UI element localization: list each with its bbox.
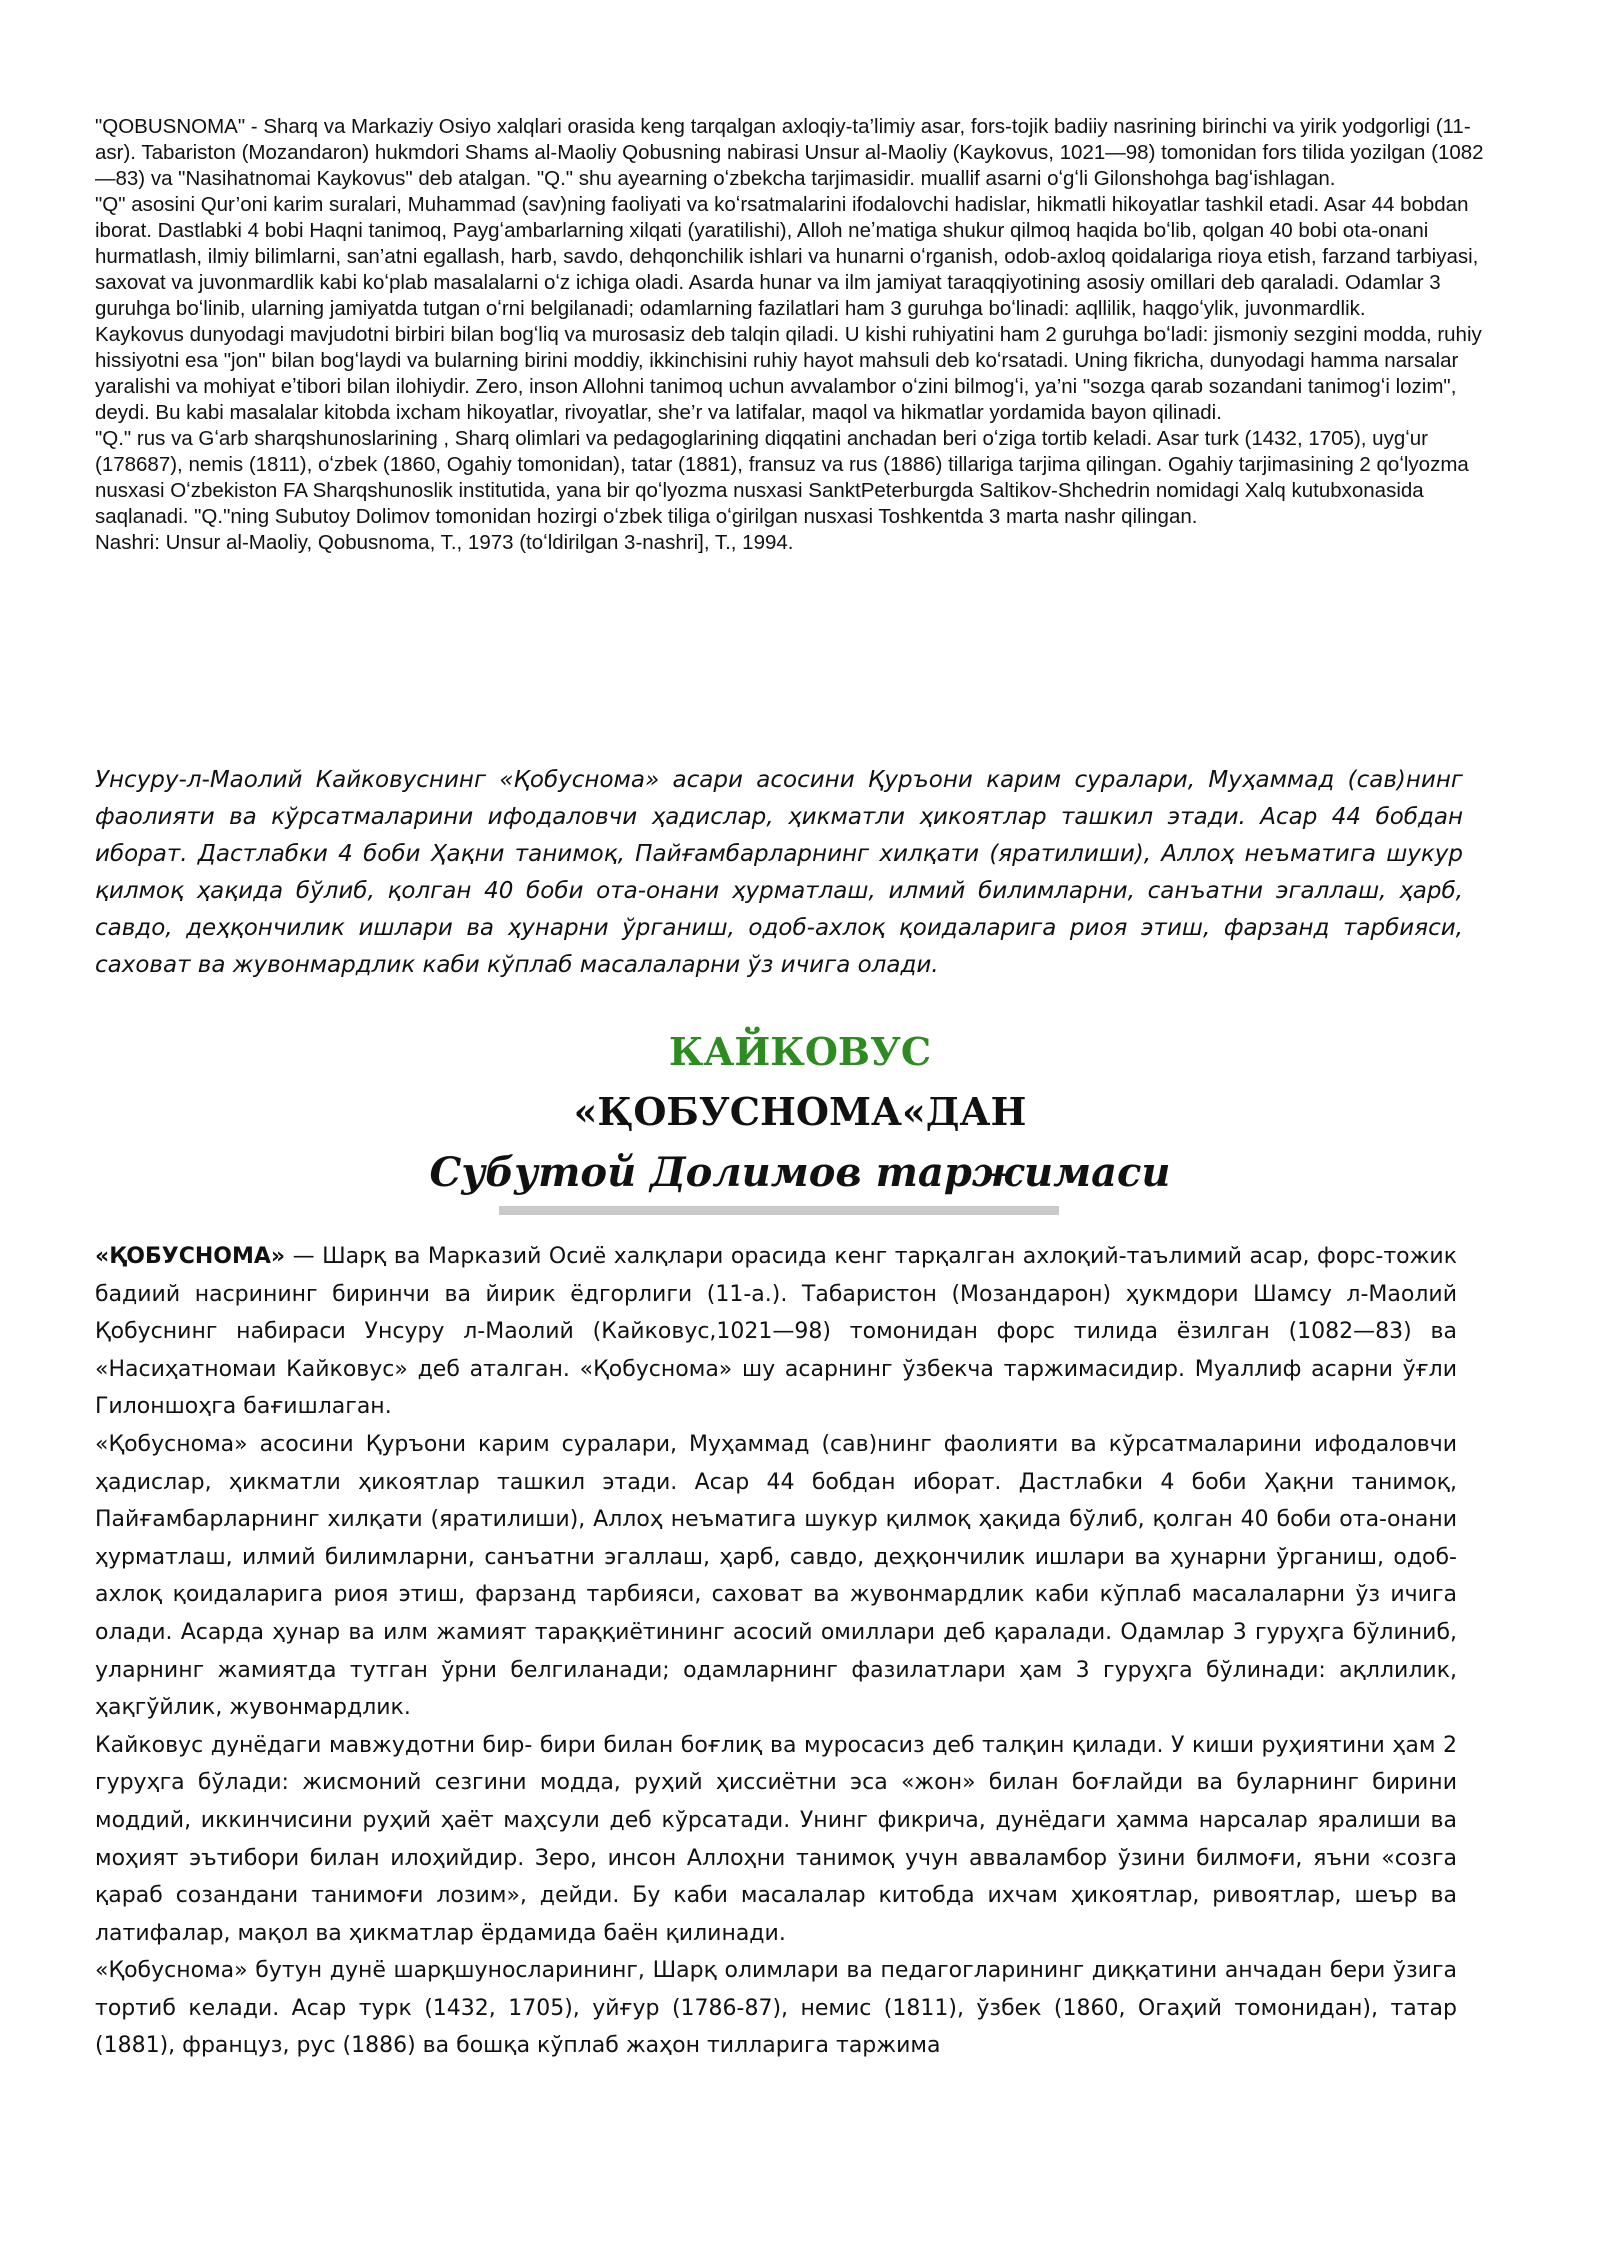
latin-script-section [95,114,1500,556]
intro-paragraph: Унсуру-л-Маолий Кайковуснинг «Қобуснома» асари асосини Қуръони карим суралари, Муҳаммад (сав)нинг фаолияти ва кўрсатмаларини ифодаловчи ҳадислар, ҳикматли ҳикоятлар ташкил этади. Асар 44 бобдан иборат. Дастлабки 4 боби Ҳақни танимоқ, Пайғамбарларнинг хилқати (яратилиши), Аллоҳ неъматига шукур қилмоқ ҳақида бўлиб, қолган 40 боби ота-онани ҳурматлаш, илмий билимларни, санъатни эгаллаш, ҳарб, савдо, деҳқончилик ишлари ва ҳунарни ўрганиш, одоб-ахлоқ қоидаларига риоя этиш, фарзанд тарбияси, саховат ва жувонмардлик каби кўплаб масалаларни ўз ичига олади. [95,767,1463,978]
body-paragraph-3: Кайковус дунёдаги мавжудотни бир- бири билан боғлиқ ва муросасиз деб талқин қилади. У киши руҳиятини ҳам 2 гуруҳга бўлади: жисмоний сезгини модда, руҳий ҳиссиётни эса «жон» билан боғлайди ва буларнинг бирини моддий, иккинчисини руҳий ҳаёт маҳсули деб кўрсатади. Унинг фикрича, дунёдаги ҳамма нарсалар яралиши ва моҳият эътибори билан илоҳийдир. Зеро, инсон Аллоҳни танимоқ учун авваламбор ўзини билмоғи, яъни «созга қараб созандани танимоғи лозим», дейди. Бу каби масалалар китобда ихчам ҳикоятлар, ривоятлар, шеър ва латифалар, мақол ва ҳикматлар ёрдамида баён қилинади. [95,1732,1457,1946]
body-term-bold: «ҚОБУСНОМА» [95,1244,286,1269]
cyrillic-italic-intro [95,762,1463,984]
author-title: КАЙКОВУС [668,1029,932,1074]
latin-publication-note: Nashri: Unsur al-Maoliy, Qobusnoma, T., 1973 (toʻldirilgan 3-nashri], T., 1994. [95,531,794,554]
latin-paragraph-3: Kaykovus dunyodagi mavjudotni birbiri bilan bogʻliq va murosasiz deb talqin qiladi. U kishi ruhiyatini ham 2 guruhga boʻladi: jismoniy sezgini modda, ruhiy hissiyotni esa "jon" bilan bogʻlaydi va bularning birini moddiy, ikkinchisini ruhiy hayot mahsuli deb koʻrsatadi. Uning fikricha, dunyodagi hamma narsalar yaralishi va mohiyat eʼtibori bilan ilohiydir. Zero, inson Allohni tanimoq uchun avvalambor oʻzini bilmogʻi, ya’ni "sozga qarab sozandani tanimogʻi lozim", deydi. Bu kabi masalalar kitobda ixcham hikoyatlar, rivoyatlar, she’r va latifalar, maqol va hikmatlar yordamida bayon qilinadi. [95,323,1482,424]
latin-paragraph-1: "QOBUSNOMA" - Sharq va Markaziy Osiyo xalqlari orasida keng tarqalgan axloqiy-ta’limiy asar, fors-tojik badiiy nasrining birinchi va yirik yodgorligi (11-asr). Tabariston (Mozandaron) hukmdori Shams al-Maoliy Qobusning nabirasi Unsur al-Maoliy (Kaykovus, 1021—98) tomonidan fors tilida yozilgan (1082—83) va "Nasihatnomai Kaykovus" deb atalgan. "Q." shu ayearning oʻzbekcha tarjimasidir. muallif asarni oʻgʻli Gilonshohga bagʻishlagan. [95,115,1484,190]
body-paragraph-4: «Қобуснома» бутун дунё шарқшуносларининг, Шарқ олимлари ва педагогларининг диққатини анчадан бери ўзига тортиб келади. Асар турк (1432, 1705), уйғур (1786-87), немис (1811), ўзбек (1860, Огаҳий томонидан), татар (1881), француз, рус (1886) ва бошқа кўплаб жаҳон тилларига таржима [95,1958,1457,2059]
translator-title: Субутой Долимов таржимаси [429,1149,1171,1196]
latin-paragraph-4: "Q." rus va Gʻarb sharqshunoslarining , Sharq olimlari va pedagoglarining diqqatini anchadan beri oʻziga tortib keladi. Asar turk (1432, 1705), uygʻur (178687), nemis (1811), oʻzbek (1860, Ogahiy tomonidan), tatar (1881), fransuz va rus (1886) tillariga tarjima qilingan. Ogahiy tarjimasining 2 qoʻlyozma nusxasi Oʻzbekiston FA Sharqshunoslik institutida, yana bir qoʻlyozma nusxasi SanktPeterburgda Saltikov-Shchedrin nomidagi Xalq kutubxonasida saqlanadi. "Q."ning Subutoy Dolimov tomonidan hozirgi oʻzbek tiliga oʻgirilgan nusxasi Toshkentda 3 marta nashr qilingan. [95,427,1469,528]
work-title: «ҚОБУСНОМА«ДАН [573,1089,1027,1134]
body-paragraph-2: «Қобуснома» асосини Қуръони карим суралари, Муҳаммад (сав)нинг фаолияти ва кўрсатмаларини ифодаловчи ҳадислар, ҳикматли ҳикоятлар ташкил этади. Асар 44 бобдан иборат. Дастлабки 4 боби Ҳақни танимоқ, Пайғамбарларнинг хилқати (яратилиши), Аллоҳ неъматига шукур қилмоқ ҳақида бўлиб, қолган 40 боби ота-онани ҳурматлаш, илмий билимларни, санъатни эгаллаш, ҳарб, савдо, деҳқончилик ишлари ва ҳунарни ўрганиш, одоб-ахлоқ қоидаларига риоя этиш, фарзанд тарбияси, саховат ва жувонмардлик каби кўплаб масалаларни ўз ичига олади. Асарда ҳунар ва илм жамият тараққиётининг асосий омиллари деб қаралади. Одамлар 3 гуруҳга бўлиниб, уларнинг жамиятда тутган ўрни белгиланади; одамларнинг фазилатлари ҳам 3 гуруҳга бўлинади: ақллилик, ҳақгўйлик, жувонмардлик. [95,1431,1457,1721]
latin-paragraph-2: "Q" asosini Qur’oni karim suralari, Muhammad (sav)ning faoliyati va koʻrsatmalarini ifodalovchi hadislar, hikmatli hikoyatlar tashkil etadi. Asar 44 bobdan iborat. Dastlabki 4 bobi Haqni tanimoq, Paygʻambarlarning xilqati (yaratilishi), Alloh neʼmatiga shukur qilmoq haqida boʻlib, qolgan 40 bobi ota-onani hurmatlash, ilmiy bilimlarni, san’atni egallash, harb, savdo, dehqonchilik ishlari va hunarni oʻrganish, odob-axloq qoidalariga rioya etish, farzand tarbiyasi, saxovat va juvonmardlik kabi koʻplab masalalarni oʻz ichiga oladi. Asarda hunar va ilm jamiyat taraqqiyotining asosiy omillari deb qaraladi. Odamlar 3 guruhga boʻlinib, ularning jamiyatda tutgan oʻrni belgilanadi; odamlarning fazilatlari ham 3 guruhga boʻlinadi: aqllilik, haqgoʻylik, juvonmardlik. [95,193,1479,320]
body-paragraph-1 [95,1238,1457,1426]
title-divider [499,1206,1059,1215]
cyrillic-body-text [95,1238,1457,2065]
body-paragraph-1-text: — Шарқ ва Марказий Осиё халқлари орасида кенг тарқалган ахлоқий-таълимий асар, форс-тожик бадиий насрининг биринчи ва йирик ёдгорлиги (11-а.). Табаристон (Мозандарон) ҳукмдори Шамсу л-Маолий Қобуснинг набираси Унсуру л-Маолий (Кайковус,1021—98) томонидан форс тилида ёзилган (1082—83) ва «Насиҳатномаи Кайковус» деб аталган. «Қобуснома» шу асарнинг ўзбекча таржимасидир. Муаллиф асарни ўғли Гилоншоҳга бағишлаган. [95,1244,1457,1420]
